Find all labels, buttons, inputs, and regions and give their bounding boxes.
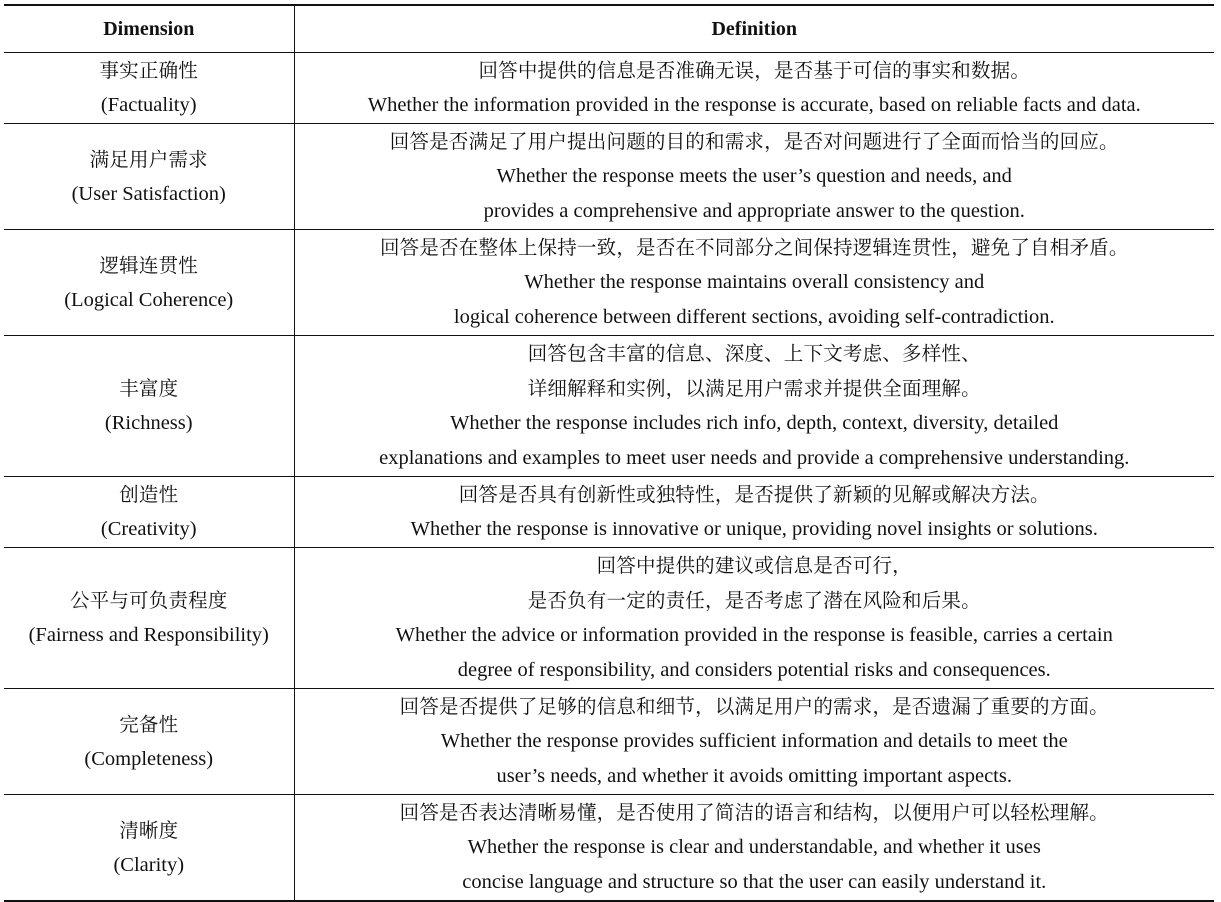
dimension-cell: [4, 230, 294, 336]
dimension-name-en: (Creativity): [100, 518, 197, 540]
table-row: [4, 336, 1214, 477]
table-row: [4, 53, 1214, 124]
definition-line-zh: 回答是否在整体上保持一致，是否在不同部分之间保持逻辑连贯性，避免了自相矛盾。: [379, 236, 1129, 259]
dimension-name-en: (Completeness): [84, 747, 214, 770]
dimension-name-zh: 满足用户需求: [89, 147, 208, 171]
definition-cell: [294, 477, 1214, 548]
definition-line-en: Whether the response includes rich info, depth, context, diversity, detailed: [450, 412, 1059, 434]
dimension-cell: [4, 795, 294, 902]
header-row: [4, 5, 1214, 53]
table-row: [4, 548, 1214, 689]
definition-line-en: explanations and examples to meet user needs and provide a comprehensive understanding.: [379, 447, 1130, 469]
dimension-cell: [4, 53, 294, 124]
definition-line-zh: 回答中提供的建议或信息是否可行，: [596, 554, 912, 577]
dimension-name-zh: 事实正确性: [99, 59, 198, 82]
table-row: [4, 230, 1214, 336]
definition-line-zh: 是否负有一定的责任，是否考虑了潜在风险和后果。: [527, 589, 981, 612]
dimension-name-en: (Richness): [104, 412, 193, 434]
dimension-name-en: (Factuality): [100, 94, 197, 116]
dimension-name-en: (Fairness and Responsibility): [28, 624, 269, 646]
table-header: [4, 5, 1214, 53]
dimension-name-en: (Logical Coherence): [64, 288, 234, 311]
definition-line-zh: 回答包含丰富的信息、深度、上下文考虑、多样性、: [527, 342, 981, 365]
definition-line-zh: 回答是否表达清晰易懂，是否使用了简洁的语言和结构，以便用户可以轻松理解。: [399, 801, 1109, 824]
definition-line-zh: 详细解释和实例，以满足用户需求并提供全面理解。: [527, 377, 981, 400]
dimension-cell: [4, 124, 294, 230]
dimension-name-zh: 公平与可负责程度: [69, 589, 228, 612]
dimension-name-zh: 丰富度: [119, 377, 179, 400]
dimension-name-zh: 完备性: [119, 712, 179, 736]
definition-line-zh: 回答是否具有创新性或独特性，是否提供了新颖的见解或解决方法。: [458, 483, 1050, 506]
definition-line-en: concise language and structure so that the user can easily understand it.: [462, 871, 1047, 893]
definition-cell: [294, 124, 1214, 230]
definition-cell: [294, 689, 1214, 795]
definition-cell: [294, 548, 1214, 689]
definition-line-en: degree of responsibility, and considers potential risks and consequences.: [457, 659, 1051, 681]
header-definition: Definition: [294, 5, 1214, 53]
dimension-cell: [4, 689, 294, 795]
dimension-name-en: (User Satisfaction): [71, 182, 226, 205]
evaluation-dimensions-table-container: [4, 4, 1214, 902]
definition-cell: [294, 795, 1214, 902]
table-row: [4, 124, 1214, 230]
definition-cell: [294, 336, 1214, 477]
definition-line-en: Whether the advice or information provided in the response is feasible, carries a certain: [395, 624, 1113, 646]
definition-line-zh: 回答是否提供了足够的信息和细节，以满足用户的需求，是否遗漏了重要的方面。: [399, 695, 1109, 718]
header-dimension: Dimension: [4, 5, 294, 53]
definition-line-en: Whether the response meets the user’s question and needs, and: [496, 165, 1012, 187]
definition-line-en: Whether the response is innovative or unique, providing novel insights or solutions.: [410, 518, 1098, 540]
definition-line-en: Whether the response is clear and understandable, and whether it uses: [467, 836, 1041, 858]
definition-line-en: logical coherence between different sections, avoiding self-contradiction.: [453, 306, 1055, 328]
table-row: [4, 477, 1214, 548]
definition-line-en: user’s needs, and whether it avoids omitting important aspects.: [496, 765, 1012, 787]
definition-line-en: Whether the response provides sufficient information and details to meet the: [440, 730, 1068, 752]
table-row: [4, 689, 1214, 795]
definition-line-zh: 回答中提供的信息是否准确无误，是否基于可信的事实和数据。: [478, 59, 1031, 82]
table-row: [4, 795, 1214, 902]
definition-line-en: Whether the response maintains overall consistency and: [524, 271, 985, 293]
dimension-name-zh: 逻辑连贯性: [99, 253, 198, 277]
table-body: [4, 53, 1214, 902]
dimension-name-en: (Clarity): [113, 853, 185, 876]
definition-cell: [294, 230, 1214, 336]
definition-cell: [294, 53, 1214, 124]
evaluation-dimensions-table: [4, 4, 1214, 902]
dimension-cell: [4, 477, 294, 548]
dimension-name-zh: 创造性: [119, 483, 179, 506]
definition-line-en: provides a comprehensive and appropriate answer to the question.: [483, 200, 1025, 222]
dimension-name-zh: 清晰度: [119, 818, 179, 842]
definition-line-en: Whether the information provided in the response is accurate, based on reliable facts and data.: [367, 94, 1141, 116]
dimension-cell: [4, 548, 294, 689]
dimension-cell: [4, 336, 294, 477]
definition-line-zh: 回答是否满足了用户提出问题的目的和需求，是否对问题进行了全面而恰当的回应。: [389, 130, 1119, 153]
